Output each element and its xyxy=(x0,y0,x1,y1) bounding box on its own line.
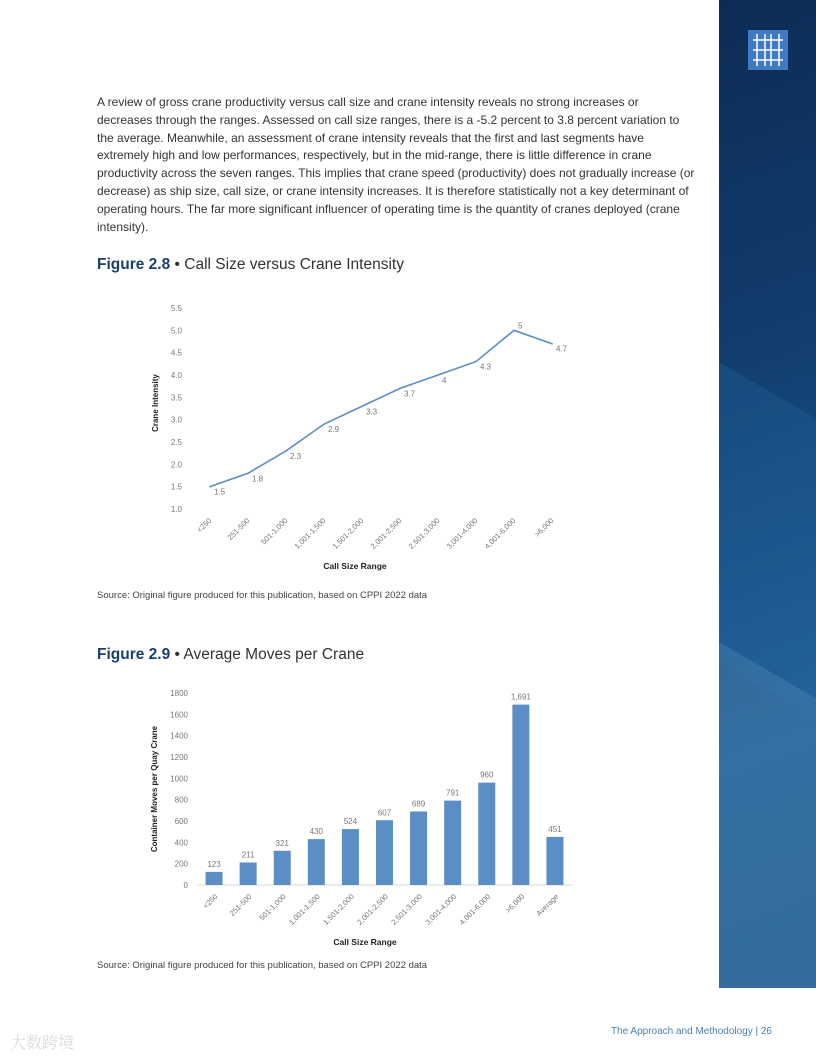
page-footer: The Approach and Methodology | 26 xyxy=(610,1026,772,1037)
y-tick-label: 1400 xyxy=(170,731,188,741)
data-label: 4.3 xyxy=(480,362,492,372)
x-tick-label: 251-500 xyxy=(225,516,252,542)
y-axis-title: Crane Intensity xyxy=(151,374,160,432)
data-label: 1.8 xyxy=(252,474,264,484)
x-tick-label: 1,001-1,500 xyxy=(292,516,328,551)
data-label: 1.5 xyxy=(214,487,226,497)
data-label: 3.7 xyxy=(404,389,416,399)
bar xyxy=(240,862,257,885)
data-label: 451 xyxy=(548,824,562,834)
x-tick-label: 2,501-3,000 xyxy=(389,892,425,927)
x-tick-label: 501-1,000 xyxy=(259,516,290,547)
x-tick-label: 501-1,000 xyxy=(257,892,288,923)
data-label: 5 xyxy=(518,321,523,331)
data-label: 791 xyxy=(446,788,460,798)
figure-caption: Average Moves per Crane xyxy=(183,646,365,663)
x-tick-label: 2,501-3,000 xyxy=(406,516,442,551)
y-tick-label: 2.5 xyxy=(170,438,182,447)
x-tick-label: >6,000 xyxy=(503,892,527,915)
x-axis-title: Call Size Range xyxy=(323,561,387,571)
bar xyxy=(546,837,563,885)
y-tick-label: 4.0 xyxy=(170,371,182,380)
y-tick-label: 1.0 xyxy=(170,505,182,514)
y-axis-title: Container Moves per Quay Crane xyxy=(150,725,159,853)
x-tick-label: 4,001-6,000 xyxy=(457,892,493,927)
data-label: 3.3 xyxy=(366,407,378,417)
bar xyxy=(512,705,529,885)
y-tick-label: 4.5 xyxy=(170,348,182,358)
figure-bullet: • xyxy=(174,646,180,663)
data-label: 430 xyxy=(309,827,323,837)
y-tick-label: 1000 xyxy=(170,774,188,784)
figure-2-8-source: Source: Original figure produced for this publication, based on CPPI 2022 data xyxy=(97,590,428,601)
figure-number: Figure 2.9 xyxy=(97,646,171,663)
y-tick-label: 1200 xyxy=(170,753,188,762)
data-label: 4 xyxy=(442,376,447,385)
figure-bullet: • xyxy=(174,256,180,273)
data-label: 524 xyxy=(343,817,358,827)
y-tick-label: 1.5 xyxy=(170,482,182,492)
data-label: 960 xyxy=(480,770,494,780)
x-tick-label: 1,501-2,000 xyxy=(330,516,366,551)
x-tick-label: 3,001-4,000 xyxy=(444,516,480,551)
y-tick-label: 200 xyxy=(174,859,188,869)
bar xyxy=(308,839,325,885)
data-label: 607 xyxy=(377,808,392,818)
y-tick-label: 5.0 xyxy=(170,326,182,336)
data-label: 4.7 xyxy=(556,344,568,354)
y-tick-label: 0 xyxy=(183,881,188,890)
x-tick-label: 251-500 xyxy=(227,892,254,918)
data-label: 2.3 xyxy=(290,451,302,461)
y-tick-label: 3.0 xyxy=(170,415,182,425)
data-label: 689 xyxy=(411,799,426,809)
figure-number: Figure 2.8 xyxy=(97,256,171,273)
figure-caption: Call Size versus Crane Intensity xyxy=(184,256,404,273)
data-label: 123 xyxy=(207,859,221,869)
bar xyxy=(444,801,461,885)
figure-2-9-source: Source: Original figure produced for this publication, based on CPPI 2022 data xyxy=(97,960,428,971)
x-tick-label: >6,000 xyxy=(532,516,556,539)
bar xyxy=(410,812,427,885)
watermark: 大数跨境 xyxy=(10,1035,75,1052)
x-tick-label: 2,001-2,500 xyxy=(368,516,404,551)
data-label: 1,691 xyxy=(510,692,531,702)
x-tick-label: 3,001-4,000 xyxy=(423,892,459,927)
y-tick-label: 1600 xyxy=(170,710,188,720)
y-tick-label: 5.5 xyxy=(170,304,182,313)
y-tick-label: 3.5 xyxy=(170,393,182,403)
y-tick-label: 800 xyxy=(174,795,188,805)
y-tick-label: 400 xyxy=(174,838,188,848)
y-tick-label: 600 xyxy=(174,817,188,826)
data-label: 2.9 xyxy=(328,425,340,435)
x-tick-label: 4,001-6,000 xyxy=(482,516,518,551)
body-paragraph: A review of gross crane productivity versus call size and crane intensity reveals no strong increases or decreases through the ranges. Assessed on call size ranges, there is a -5.2 percent to 3.8 percent variation to the average. Meanwhile, an assessment of crane intensity reveals that the first and last segments have extremely high and low performances, respectively, but in the mid-range, there is little difference in crane productivity across the seven ranges. This implies that crane speed (productivity) does not gradually increase (or decrease) as ship size, call size, or crane intensity increases. It is therefore statistically not a key determinant of operating hours. The far more significant influencer of operating time is the quantity of cranes deployed (crane intensity). xyxy=(97,95,695,234)
bar xyxy=(376,820,393,885)
bar xyxy=(478,783,495,885)
y-tick-label: 2.0 xyxy=(170,460,182,470)
x-axis-title: Call Size Range xyxy=(333,937,397,947)
bar xyxy=(206,872,223,885)
x-tick-label: 1,001-1,500 xyxy=(287,892,322,927)
data-label: 321 xyxy=(275,838,289,848)
x-tick-label: 2,001-2,500 xyxy=(355,892,390,927)
y-tick-label: 1800 xyxy=(170,689,188,698)
x-tick-label: Average xyxy=(534,892,561,919)
bar xyxy=(342,829,359,885)
x-tick-label: <250 xyxy=(201,892,220,911)
data-label: 211 xyxy=(241,850,255,860)
bar xyxy=(274,851,291,885)
x-tick-label: <250 xyxy=(195,516,214,535)
x-tick-label: 1,501-2,000 xyxy=(321,892,356,927)
